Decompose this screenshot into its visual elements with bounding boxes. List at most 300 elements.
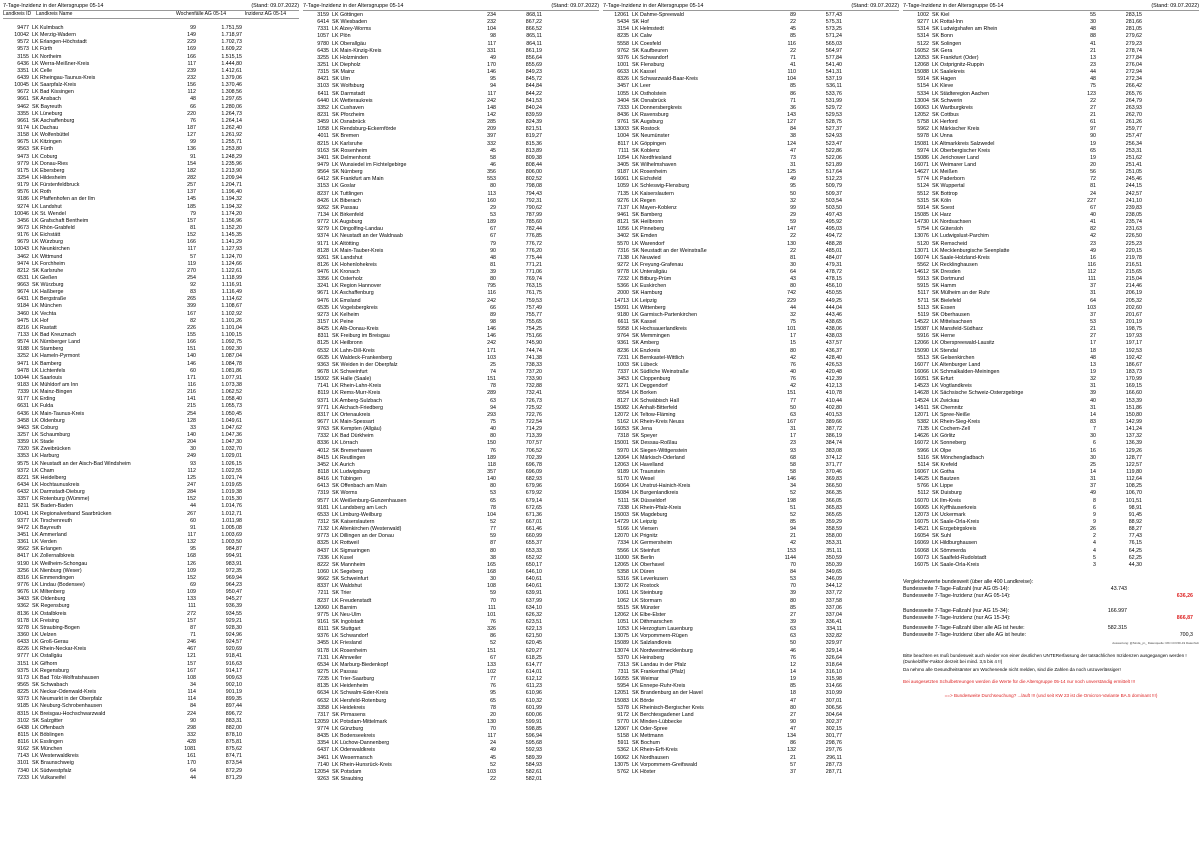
table-row [603,298,899,305]
cell-landkreis-id: 12065 [614,561,629,568]
cell-landkreis-name: LK Nordfriesland [632,154,672,161]
table-row [303,248,599,255]
cell-wochenfaelle: 67 [1090,204,1096,211]
table-row [603,548,899,555]
cell-wochenfaelle: 47 [790,726,796,733]
cell-inzidenz: 984,87 [225,546,242,553]
cell-landkreis-id: 7137 [617,204,629,211]
cell-wochenfaelle: 55 [1090,12,1096,18]
cell-inzidenz: 564,97 [825,47,842,54]
table-row [3,154,299,161]
cell-landkreis-id: 5566 [617,547,629,554]
cell-landkreis-name: LK Ahrweiler [332,654,362,661]
cell-landkreis-name: LK Kyffhäuserkreis [932,504,977,511]
cell-landkreis-id: 3154 [617,26,629,33]
summary-heading: Vergleichswerte bundesweit (über alle 400 Landkreise): [903,578,1034,585]
cell-inzidenz: 875,62 [225,746,242,753]
cell-landkreis-id: 14730 [914,219,929,226]
cell-inzidenz: 517,64 [825,169,842,176]
cell-landkreis-id: 3355 [17,110,29,117]
cell-wochenfaelle: 66 [490,304,496,311]
cell-landkreis-name: LK Rastatt [32,324,57,331]
cell-wochenfaelle: 132 [787,747,796,754]
table-row [303,233,599,240]
table-row [603,248,899,255]
table-row [303,512,599,519]
cell-landkreis-name: LK Gifhorn [32,660,58,667]
summary-label: Bundesweite 7-Tage-Inzidenz (nur AG 15-34): [903,614,1011,621]
cell-wochenfaelle: 4 [1093,547,1096,554]
cell-wochenfaelle: 254 [187,274,196,281]
cell-wochenfaelle: 332 [487,140,496,147]
cell-landkreis-name: LK Südwestpfalz [32,767,72,774]
cell-wochenfaelle: 94 [490,404,496,411]
cell-wochenfaelle: 232 [487,19,496,26]
cell-wochenfaelle: 94 [490,83,496,90]
cell-inzidenz: 478,15 [825,276,842,283]
cell-landkreis-id: 5914 [917,204,929,211]
cell-wochenfaelle: 49 [790,176,796,183]
table-row [903,283,1199,290]
cell-inzidenz: 337,58 [825,597,842,604]
cell-landkreis-name: SK Halle (Saale) [332,376,372,383]
cell-landkreis-name: LK Unna [932,133,953,140]
table-row [303,505,599,512]
cell-landkreis-id: 3159 [317,12,329,18]
cell-wochenfaelle: 66 [190,103,196,110]
table-row [303,619,599,626]
cell-inzidenz: 1.116,91 [221,282,242,289]
cell-landkreis-name: LK Dachau [32,124,59,131]
cell-wochenfaelle: 242 [487,340,496,347]
table-row [3,632,299,639]
cell-landkreis-name: SK Braunschweig [32,760,74,767]
table-row [603,312,899,319]
cell-landkreis-id: 6633 [617,69,629,76]
table-row [303,355,599,362]
table-row [303,91,599,98]
cell-wochenfaelle: 130 [787,240,796,247]
cell-landkreis-name: LK Kulmbach [32,25,64,31]
cell-inzidenz: 725,92 [525,404,542,411]
cell-wochenfaelle: 12 [790,661,796,668]
cell-landkreis-id: 12070 [614,533,629,540]
cell-landkreis-id: 9479 [317,161,329,168]
table-row [3,132,299,139]
cell-landkreis-name: LK Straubing-Bogen [32,624,80,631]
cell-wochenfaelle: 168 [487,568,496,575]
cell-landkreis-name: SK Emden [632,233,658,240]
table-row [903,83,1199,90]
cell-wochenfaelle: 224 [187,710,196,717]
cell-wochenfaelle: 86 [790,90,796,97]
cell-wochenfaelle: 167 [187,310,196,317]
cell-wochenfaelle: 111 [187,603,196,610]
table-row [3,89,299,96]
table-row [303,483,599,490]
cell-landkreis-id: 9678 [317,369,329,376]
cell-wochenfaelle: 182 [187,167,196,174]
table-row [903,298,1199,305]
cell-wochenfaelle: 102 [487,668,496,675]
table-row [3,161,299,168]
cell-landkreis-name: LK Neunkirchen [32,246,70,253]
cell-inzidenz: 1.209,94 [221,174,242,181]
cell-wochenfaelle: 39 [1090,390,1096,397]
cell-wochenfaelle: 331 [487,47,496,54]
cell-landkreis-id: 9777 [17,653,29,660]
cell-landkreis-id: 12066 [914,340,929,347]
cell-inzidenz: 806,00 [525,169,542,176]
cell-landkreis-id: 15084 [614,490,629,497]
cell-landkreis-name: LK Ravensburg [632,111,669,118]
cell-wochenfaelle: 132 [187,539,196,546]
cell-landkreis-name: LK Schmalkalden-Meiningen [932,369,1000,376]
cell-inzidenz: 706,52 [525,447,542,454]
cell-landkreis-id: 1055 [617,90,629,97]
cell-landkreis-name: LK Steinfurt [632,547,660,554]
cell-landkreis-id: 5914 [917,76,929,83]
cell-landkreis-name: SK Suhl [932,533,952,540]
cell-wochenfaelle: 84 [790,568,796,575]
cell-wochenfaelle: 13 [1090,54,1096,61]
table-row [3,204,299,211]
cell-landkreis-id: 9181 [317,504,329,511]
cell-inzidenz: 297,76 [825,747,842,754]
cell-inzidenz: 867,22 [525,19,542,26]
cell-inzidenz: 402,80 [825,404,842,411]
cell-inzidenz: 571,24 [825,33,842,40]
cell-landkreis-name: LK Breisgau-Hochschwarzwald [32,710,106,717]
cell-wochenfaelle: 209 [487,126,496,133]
cell-wochenfaelle: 78 [490,504,496,511]
cell-inzidenz: 1.253,80 [221,146,242,153]
cell-landkreis-name: SK Herne [932,333,955,340]
cell-landkreis-name: SK Delmenhorst [332,154,371,161]
cell-landkreis-id: 9279 [317,226,329,233]
cell-inzidenz: 276,04 [1125,61,1142,68]
table-row [303,755,599,762]
cell-landkreis-id: 14511 [914,404,929,411]
table-row [603,233,899,240]
cell-wochenfaelle: 170 [487,61,496,68]
cell-wochenfaelle: 44 [190,503,196,510]
cell-inzidenz: 596,94 [525,733,542,740]
table-row [603,283,899,290]
cell-inzidenz: 522,06 [825,154,842,161]
cell-landkreis-name: LK Eichsfeld [632,176,662,183]
cell-landkreis-id: 4011 [317,133,329,140]
cell-landkreis-id: 9577 [317,497,329,504]
column-header [3,3,299,11]
cell-landkreis-name: LK Görlitz [932,433,956,440]
table-row [303,269,599,276]
table-row [603,355,899,362]
table-row [603,705,899,712]
cell-inzidenz: 449,25 [825,297,842,304]
cell-landkreis-id: 8111 [318,626,329,633]
cell-inzidenz: 353,31 [825,540,842,547]
cell-landkreis-id: 9478 [17,367,29,374]
cell-inzidenz: 865,11 [526,33,542,40]
table-row [603,690,899,697]
cell-landkreis-id: 9186 [17,196,29,203]
credit-line: Auswertung: @Sinda_yn_ Datenquelle: RKI COVID-19 Datenhub [1112,641,1199,646]
cell-wochenfaelle: 13 [1090,361,1096,368]
cell-inzidenz: 722,54 [525,419,542,426]
cell-landkreis-id: 5112 [917,490,929,497]
cell-landkreis-name: LK Celle [32,67,53,74]
cell-inzidenz: 1.081,86 [221,367,242,374]
cell-wochenfaelle: 142 [487,111,496,118]
cell-landkreis-id: 3356 [317,276,329,283]
table-row [903,76,1199,83]
cell-landkreis-id: 7320 [17,446,29,453]
cell-landkreis-name: SK Bielefeld [932,297,961,304]
cell-inzidenz: 314,66 [825,683,842,690]
cell-landkreis-id: 8425 [317,326,329,333]
cell-wochenfaelle: 18 [1090,347,1096,354]
cell-landkreis-name: SK Hamburg [632,290,663,297]
cell-landkreis-name: LK Rottal-Inn [932,19,963,26]
table-row [303,148,599,155]
cell-landkreis-id: 5770 [617,718,629,725]
cell-wochenfaelle: 22 [790,19,796,26]
cell-wochenfaelle: 65 [490,697,496,704]
cell-landkreis-name: SK Oldenburg [32,596,66,603]
table-row [903,105,1199,112]
table-row [303,212,599,219]
cell-landkreis-name: LK Oberallgäu [332,40,366,47]
cell-wochenfaelle: 31 [790,426,796,433]
cell-wochenfaelle: 32 [790,197,796,204]
cell-wochenfaelle: 49 [490,54,496,61]
cell-landkreis-id: 8235 [617,33,629,40]
cell-wochenfaelle: 64 [790,269,796,276]
cell-wochenfaelle: 85 [790,683,796,690]
cell-landkreis-id: 16065 [914,504,929,511]
cell-wochenfaelle: 108 [487,583,496,590]
cell-wochenfaelle: 80 [790,597,796,604]
cell-landkreis-name: LK Nienburg (Weser) [32,567,82,574]
table-row [603,505,899,512]
cell-landkreis-id: 9762 [617,47,629,54]
table-row [303,698,599,705]
cell-landkreis-id: 9476 [317,297,329,304]
cell-landkreis-name: SK Remscheid [932,240,968,247]
cell-landkreis-id: 9575 [17,460,29,467]
cell-wochenfaelle: 75 [790,319,796,326]
cell-landkreis-id: 5958 [617,326,629,333]
cell-wochenfaelle: 91 [190,524,196,531]
cell-landkreis-name: LK Vogelsbergkreis [332,304,378,311]
cell-landkreis-id: 7312 [317,518,329,525]
table-row [3,582,299,589]
table-row [903,398,1199,405]
cell-landkreis-id: 5766 [917,483,929,490]
cell-wochenfaelle: 76 [790,361,796,368]
cell-landkreis-id: 9376 [617,54,629,61]
cell-inzidenz: 119,80 [1126,469,1142,475]
table-row [303,133,599,140]
cell-landkreis-id: 8117 [617,140,629,147]
table-row [603,26,899,33]
cell-inzidenz: 661,46 [525,526,542,533]
cell-landkreis-name: LK Darmstadt-Dieburg [32,489,85,496]
cell-inzidenz: 537,19 [825,76,842,83]
cell-wochenfaelle: 81 [1090,183,1096,190]
cell-landkreis-id: 9661 [17,96,29,103]
cell-landkreis-id: 9573 [17,46,29,53]
cell-landkreis-name: SK Schweinfurt [332,576,369,583]
cell-inzidenz: 646,10 [525,568,542,575]
cell-landkreis-name: SK Potsdam [332,768,362,775]
cell-wochenfaelle: 84 [190,703,196,710]
summary-label: Bundesweite 7-Tage-Inzidenz über alle AG ist heute: [903,632,1027,639]
cell-wochenfaelle: 77 [490,676,496,683]
cell-wochenfaelle: 22 [790,47,796,54]
cell-wochenfaelle: 76 [790,654,796,661]
cell-inzidenz: 1.122,61 [221,267,242,274]
cell-landkreis-id: 3452 [317,461,329,468]
header-landkreis-name: Landkreis Name [36,11,73,17]
cell-inzidenz: 264,79 [1125,97,1142,104]
cell-inzidenz: 287,73 [825,761,842,768]
cell-landkreis-id: 5512 [917,190,929,197]
cell-landkreis-name: LK Zwickau [932,397,960,404]
cell-landkreis-id: 9373 [17,696,29,703]
cell-wochenfaelle: 95 [490,76,496,83]
note-warning: Bei ausgesetzten Schulbetreungen werden die Werte für die Altersgruppe 05-14 nur noch unverständig ermittelt !!! [903,678,1136,684]
table-row [303,669,599,676]
table-row [303,98,599,105]
cell-inzidenz: 304,64 [825,711,842,718]
cell-landkreis-id: 7313 [617,661,629,668]
table-row [603,19,899,26]
cell-inzidenz: 1.194,32 [221,203,242,210]
stand-date: (Stand: 09.07.2022) [851,3,899,9]
cell-landkreis-name: LK Südliche Weinstraße [632,369,689,376]
cell-wochenfaelle: 70 [490,597,496,604]
cell-landkreis-id: 3354 [317,740,329,747]
cell-landkreis-name: LK Cloppenburg [632,376,671,383]
table-row [303,255,599,262]
cell-wochenfaelle: 42 [790,354,796,361]
cell-inzidenz: 845,72 [525,76,542,83]
cell-landkreis-id: 5915 [917,283,929,290]
cell-wochenfaelle: 40 [790,369,796,376]
cell-landkreis-id: 3241 [317,283,329,290]
cell-inzidenz: 1.370,46 [221,82,242,89]
cell-inzidenz: 841,53 [525,97,542,104]
cell-inzidenz: 1.261,92 [221,132,242,139]
cell-wochenfaelle: 49 [1090,247,1096,254]
summary-line [903,615,1199,622]
cell-landkreis-name: SK Regensburg [32,603,70,610]
cell-landkreis-name: LK Neuwied [632,254,661,261]
cell-landkreis-name: LK Neustadt an der Waldnaab [332,233,403,240]
cell-wochenfaelle: 257 [187,182,196,189]
table-row [903,519,1199,526]
table-row [603,226,899,233]
cell-landkreis-id: 9661 [17,117,29,124]
table-row [603,176,899,183]
table-row [903,126,1199,133]
table-row [903,98,1199,105]
cell-inzidenz: 713,39 [525,433,542,440]
cell-landkreis-name: LK Herzogtum Lauenburg [632,626,693,633]
table-row [303,33,599,40]
cell-inzidenz: 265,76 [1125,90,1142,97]
cell-landkreis-name: SK Osnabrück [632,97,667,104]
cell-landkreis-name: LK Schwarzwald-Baar-Kreis [632,76,698,83]
table-row [903,505,1199,512]
table-row [603,219,899,226]
cell-inzidenz: 1.412,61 [221,67,242,74]
cell-wochenfaelle: 128 [187,417,196,424]
cell-landkreis-id: 1002 [917,12,929,18]
cell-landkreis-name: LK Bad Dürkheim [332,433,374,440]
cell-landkreis-id: 8231 [317,111,329,118]
cell-landkreis-name: LK Berchtesgadener Land [632,711,694,718]
table-row [3,254,299,261]
table-row [303,726,599,733]
cell-inzidenz: 98,91 [1128,504,1142,511]
cell-wochenfaelle: 49 [490,747,496,754]
cell-inzidenz: 44,30 [1128,561,1142,568]
cell-inzidenz: 878,10 [225,731,242,738]
cell-wochenfaelle: 189 [487,454,496,461]
cell-wochenfaelle: 39 [490,269,496,276]
summary-block [903,579,1199,699]
cell-landkreis-name: LK Birkenfeld [332,211,364,218]
cell-wochenfaelle: 21 [790,533,796,540]
cell-wochenfaelle: 81 [790,254,796,261]
cell-inzidenz: 401,53 [825,411,842,418]
table-row [903,548,1199,555]
cell-landkreis-id: 8116 [17,739,29,746]
cell-wochenfaelle: 112 [187,467,196,474]
cell-landkreis-id: 5378 [617,704,629,711]
cell-landkreis-name: SK Mannheim [332,561,366,568]
cell-wochenfaelle: 44 [1090,69,1096,76]
column-title: 7-Tage-Inzidenz in der Altersgruppe 05-14 [3,3,104,9]
table-column-3 [603,3,899,776]
cell-wochenfaelle: 133 [487,661,496,668]
table-row [303,440,599,447]
cell-landkreis-id: 5314 [917,33,929,40]
cell-landkreis-name: LK Neuburg-Schrobenhausen [32,703,103,710]
cell-wochenfaelle: 19 [1090,140,1096,147]
cell-landkreis-id: 9190 [17,560,29,567]
cell-landkreis-name: LK Rheinisch-Bergischer Kreis [632,704,704,711]
cell-wochenfaelle: 95 [790,183,796,190]
cell-wochenfaelle: 19 [1090,154,1096,161]
cell-landkreis-name: LK Lüneburg [32,110,63,117]
cell-landkreis-name: LK Potsdam-Mittelmark [332,718,388,725]
cell-landkreis-name: LK Bad Tölz-Wolfratshausen [32,674,100,681]
cell-wochenfaelle: 31 [1090,476,1096,483]
cell-inzidenz: 281,05 [1125,26,1142,33]
cell-inzidenz: 334,11 [826,626,842,633]
cell-landkreis-name: SK Aschaffenburg [32,117,75,124]
cell-landkreis-name: LK Saalekreis [932,69,965,76]
cell-landkreis-name: LK Mettmann [632,733,664,740]
table-row [3,318,299,325]
cell-landkreis-name: LK Wolfenbüttel [32,132,70,139]
cell-landkreis-name: LK Gießen [32,274,58,281]
cell-landkreis-name: LK Freudenstadt [332,597,372,604]
